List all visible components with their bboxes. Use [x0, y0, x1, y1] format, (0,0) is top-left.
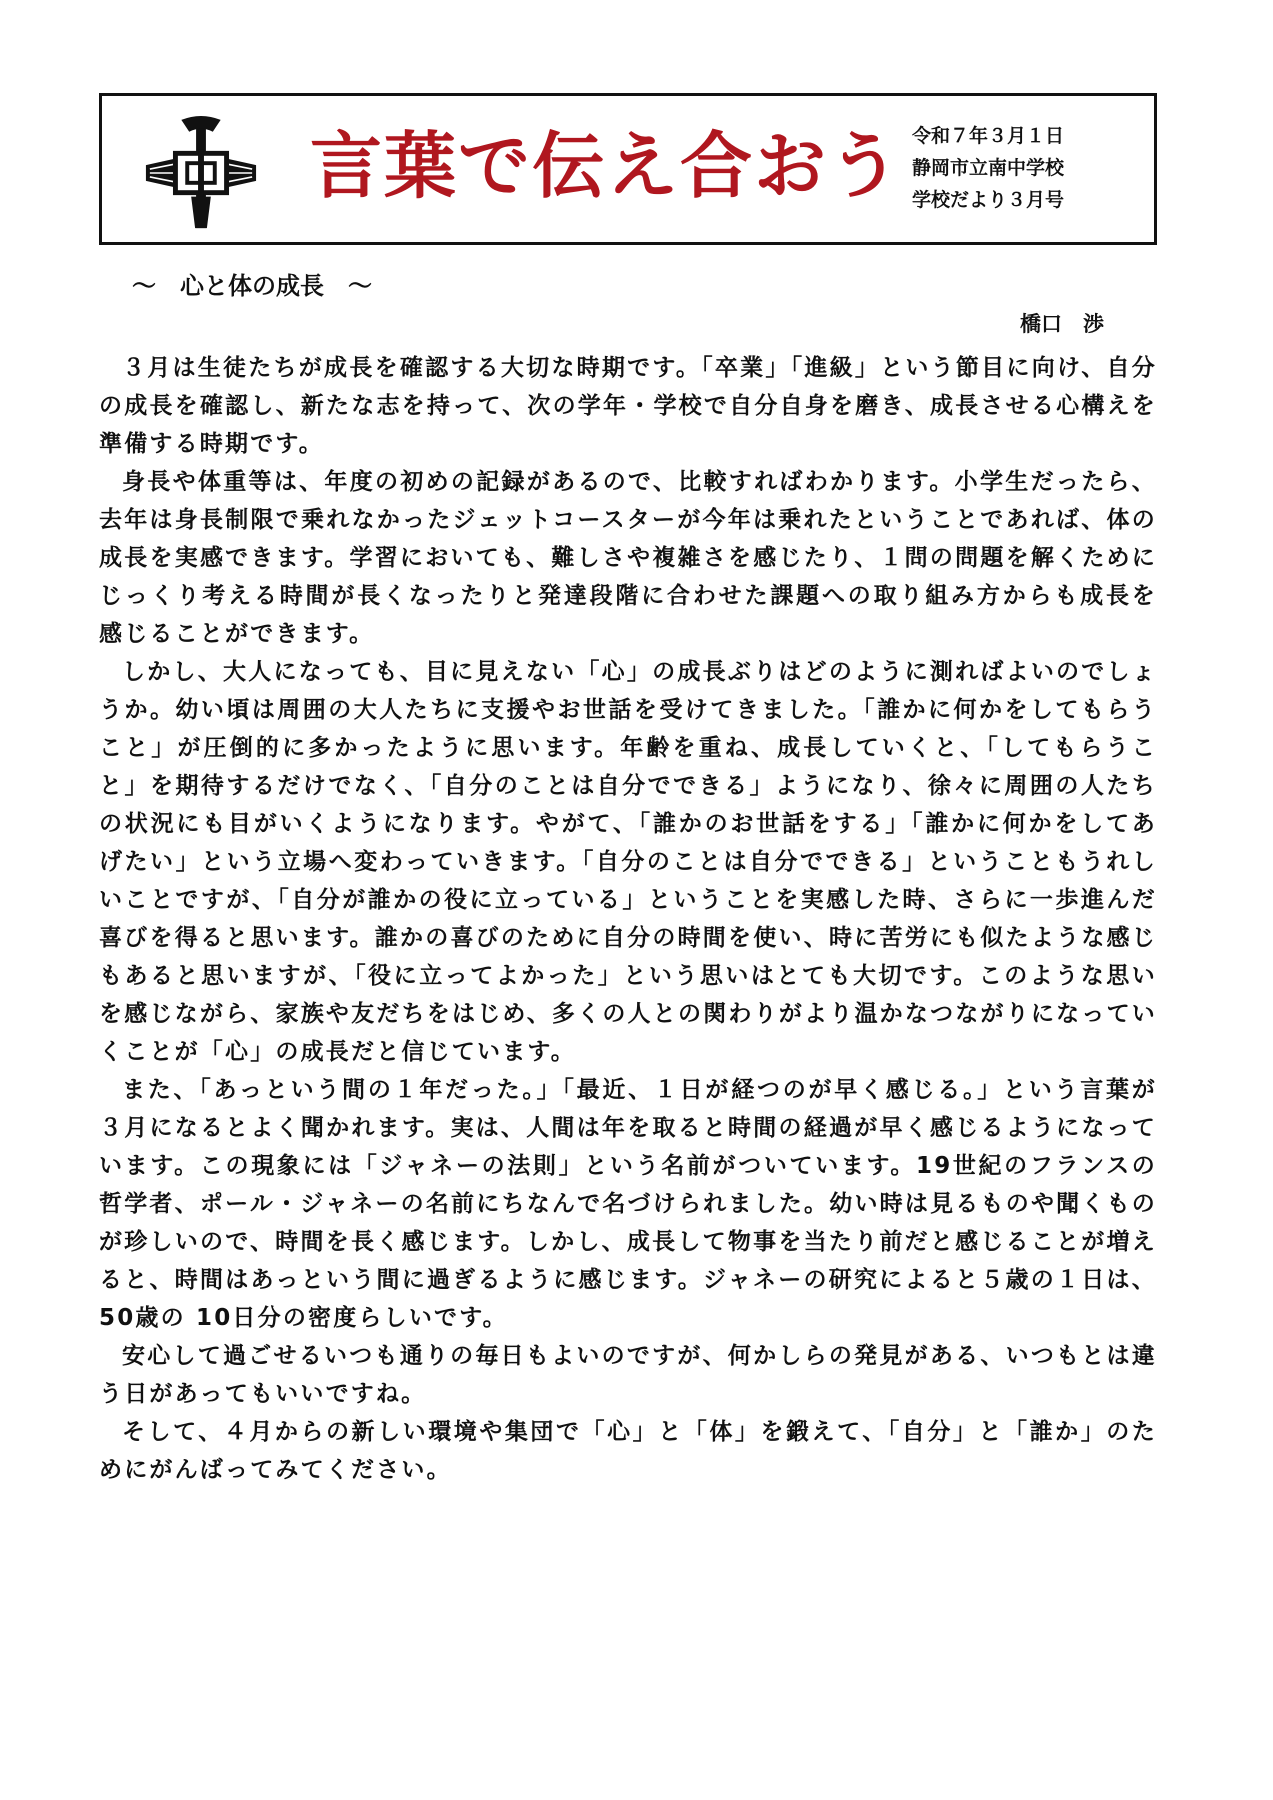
issue-info — [912, 120, 1064, 216]
article-paragraph: 身長や体重等は、年度の初めの記録があるので、比較すればわかります。小学生だったら、去年は身長制限で乗れなかったジェットコースターが今年は乗れたということであれば、体の成長を実感できます。学習においても、難しさや複雑さを感じたり、１問の問題を解くためにじっくり考える時間が長くなったりと発達段階に合わせた課題への取り組み方からも成長を感じることができます。 — [99, 469, 1157, 647]
article-paragraph: しかし、大人になっても、目に見えない「心」の成長ぶりはどのように測ればよいのでしょうか。幼い頃は周囲の大人たちに支援やお世話を受けてきました。「誰かに何かをしてもらうこと」が圧倒的に多かったように思います。年齢を重ね、成長していくと、「してもらうこと」を期待するだけでなく、「自分のことは自分でできる」ようになり、徐々に周囲の人たちの状況にも目がいくようになります。やがて、「誰かのお世話をする」「誰かに何かをしてあげたい」という立場へ変わっていきます。「自分のことは自分でできる」ということもうれしいことですが、「自分が誰かの役に立っている」ということを実感した時、さらに一歩進んだ喜びを得ると思います。誰かの喜びのために自分の時間を使い、時に苦労にも似たような感じもあると思いますが、「役に立ってよかった」という思いはとても大切です。このような思いを感じながら、家族や友だちをはじめ、多くの人との関わりがより温かなつながりになっていくことが「心」の成長だと信じています。 — [99, 659, 1157, 1065]
article-author: 橋口 渉 — [1020, 312, 1104, 336]
article-paragraph: ３月は生徒たちが成長を確認する大切な時期です。「卒業」「進級」という節目に向け、自分の成長を確認し、新たな志を持って、次の学年・学校で自分自身を磨き、成長させる心構えを準備する時期です。 — [99, 355, 1157, 457]
issue-label: 学校だより３月号 — [912, 189, 1065, 211]
article-body — [99, 349, 1157, 1489]
article-paragraph: そして、４月からの新しい環境や集団で「心」と「体」を鍛えて、「自分」と「誰か」のためにがんばってみてください。 — [99, 1419, 1157, 1483]
article-paragraph: 安心して過ごせるいつも通りの毎日もよいのですが、何かしらの発見がある、いつもとは違う日があってもいいですね。 — [99, 1343, 1157, 1407]
issue-date: 令和７年３月１日 — [912, 125, 1065, 147]
newsletter-title: 言葉で伝え合おう — [310, 124, 903, 208]
masthead — [99, 93, 1157, 245]
school-name: 静岡市立南中学校 — [912, 157, 1065, 179]
school-emblem-icon — [142, 114, 260, 232]
article-paragraph: また、「あっという間の１年だった。」「最近、１日が経つのが早く感じる。」という言葉が３月になるとよく聞かれます。実は、人間は年を取ると時間の経過が早く感じるようになっています。この現象には「ジャネーの法則」という名前がついています。19世紀のフランスの哲学者、ポール・ジャネーの名前にちなんで名づけられました。幼い時は見るものや聞くものが珍しいので、時間を長く感じます。しかし、成長して物事を当たり前だと感じることが増えると、時間はあっという間に過ぎるように感じます。ジャネーの研究によると５歳の１日は、50歳の 10日分の密度らしいです。 — [99, 1077, 1157, 1331]
article-heading: ～ 心と体の成長 ～ — [132, 272, 372, 300]
